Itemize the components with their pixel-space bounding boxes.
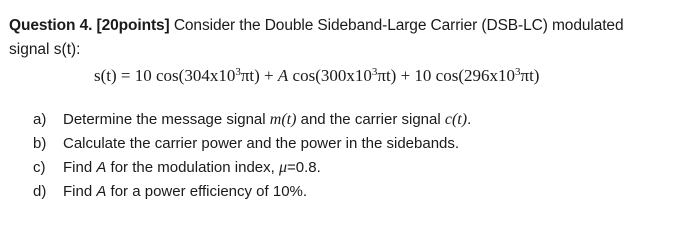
signal-equation	[94, 65, 539, 87]
equation-amplitude-A: A	[277, 66, 289, 85]
question-label: Question 4.	[9, 17, 93, 34]
sub-question-d-pre: Find	[63, 183, 97, 200]
amplitude-A-symbol: A	[96, 159, 107, 176]
sub-question-label: b)	[33, 135, 47, 152]
equation-exponent-2: 3	[371, 66, 378, 78]
equation-part-2: πt) +	[240, 66, 278, 85]
modulation-index-symbol: μ	[278, 159, 288, 176]
sub-question-a-pre: Determine the message signal	[63, 111, 270, 128]
sub-question-a-mid: and the carrier signal	[296, 111, 445, 128]
amplitude-A-symbol: A	[96, 183, 107, 200]
question-text-line1: Consider the Double Sideband-Large Carrier (DSB-LC) modulated	[173, 17, 624, 34]
sub-question-c-pre: Find	[63, 159, 97, 176]
sub-question-text: Calculate the carrier power and the power in the sidebands.	[63, 135, 460, 152]
sub-question-label: d)	[33, 183, 47, 200]
equation-part-3: cos(300x10	[288, 66, 372, 85]
sub-question-a-post: .	[467, 111, 472, 128]
carrier-signal-symbol: c(t)	[444, 111, 468, 128]
sub-question-c-post: =0.8.	[287, 159, 321, 176]
sub-question-label: c)	[33, 159, 46, 176]
sub-question-text	[63, 158, 321, 178]
equation-part-5: πt)	[520, 66, 540, 85]
equation-exponent-3: 3	[515, 66, 521, 78]
sub-question-label: a)	[33, 111, 47, 128]
question-text-line2: signal s(t):	[9, 41, 81, 58]
sub-question-text	[63, 110, 471, 130]
question-points: [20points]	[96, 17, 170, 34]
sub-question-c-mid: for the modulation index,	[106, 159, 279, 176]
equation-part-4: πt) + 10 cos(296x10	[377, 66, 515, 85]
message-signal-symbol: m(t)	[269, 111, 297, 128]
equation-exponent-1: 3	[235, 66, 241, 78]
sub-question-d-post: for a power efficiency of 10%.	[106, 183, 308, 200]
sub-question-text	[63, 182, 307, 202]
equation-lhs: s(t) = 10 cos(304x10	[94, 66, 236, 85]
question-header-line	[9, 16, 623, 36]
